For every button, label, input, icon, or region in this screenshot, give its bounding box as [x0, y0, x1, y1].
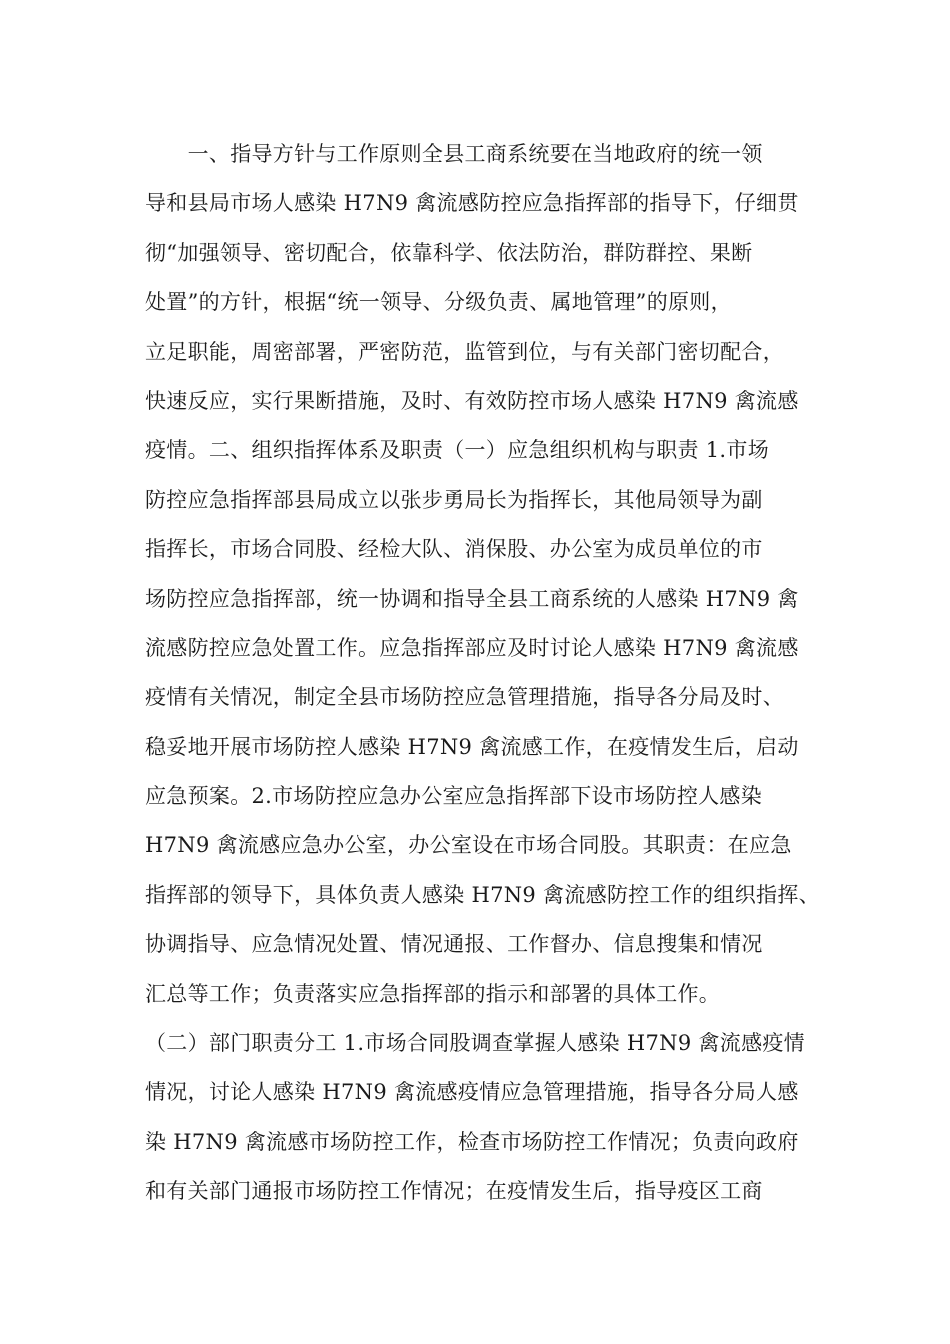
text-line: 防控应急指挥部县局成立以张步勇局长为指挥长，其他局领导为副 [145, 487, 763, 512]
text-line: 和有关部门通报市场防控工作情况；在疫情发生后，指导疫区工商 [145, 1179, 763, 1204]
text-line: 应急预案。2.市场防控应急办公室应急指挥部下设市场防控人感染 [145, 784, 763, 809]
text-line: 协调指导、应急情况处置、情况通报、工作督办、信息搜集和情况 [145, 932, 763, 957]
text-line: 一、指导方针与工作原则全县工商系统要在当地政府的统一领 [145, 142, 763, 166]
body-text [145, 130, 835, 1217]
text-line: 立足职能，周密部署，严密防范，监管到位，与有关部门密切配合， [145, 339, 784, 364]
text-line: 疫情。二、组织指挥体系及职责（一）应急组织机构与职责 1.市场 [145, 438, 770, 463]
text-line: 指挥部的领导下，具体负责人感染 H7N9 禽流感防控工作的组织指挥、 [145, 882, 820, 907]
text-line: 处置”的方针，根据“统一领导、分级负责、属地管理”的原则， [145, 290, 732, 315]
text-line: 疫情有关情况，制定全县市场防控应急管理措施，指导各分局及时、 [145, 685, 784, 710]
text-line: 稳妥地开展市场防控人感染 H7N9 禽流感工作，在疫情发生后，启动 [145, 734, 799, 759]
text-line: 彻“加强领导、密切配合，依靠科学、依法防治，群防群控、果断 [145, 240, 753, 265]
text-line: H7N9 禽流感应急办公室，办公室设在市场合同股。其职责：在应急 [145, 833, 792, 858]
text-line: 指挥长，市场合同股、经检大队、消保股、办公室为成员单位的市 [145, 537, 763, 562]
text-line: 汇总等工作；负责落实应急指挥部的指示和部署的具体工作。 [145, 981, 721, 1006]
text-line: 快速反应，实行果断措施，及时、有效防控市场人感染 H7N9 禽流感 [145, 388, 799, 413]
text-line: 染 H7N9 禽流感市场防控工作，检查市场防控工作情况；负责向政府 [145, 1129, 799, 1154]
text-line: （二）部门职责分工 1.市场合同股调查掌握人感染 H7N9 禽流感疫情 [145, 1031, 805, 1056]
text-line: 场防控应急指挥部，统一协调和指导全县工商系统的人感染 H7N9 禽 [145, 586, 799, 611]
text-line: 流感防控应急处置工作。应急指挥部应及时讨论人感染 H7N9 禽流感 [145, 635, 799, 660]
text-line: 情况，讨论人感染 H7N9 禽流感疫情应急管理措施，指导各分局人感 [145, 1080, 799, 1105]
text-line: 导和县局市场人感染 H7N9 禽流感防控应急指挥部的指导下，仔细贯 [145, 191, 799, 216]
